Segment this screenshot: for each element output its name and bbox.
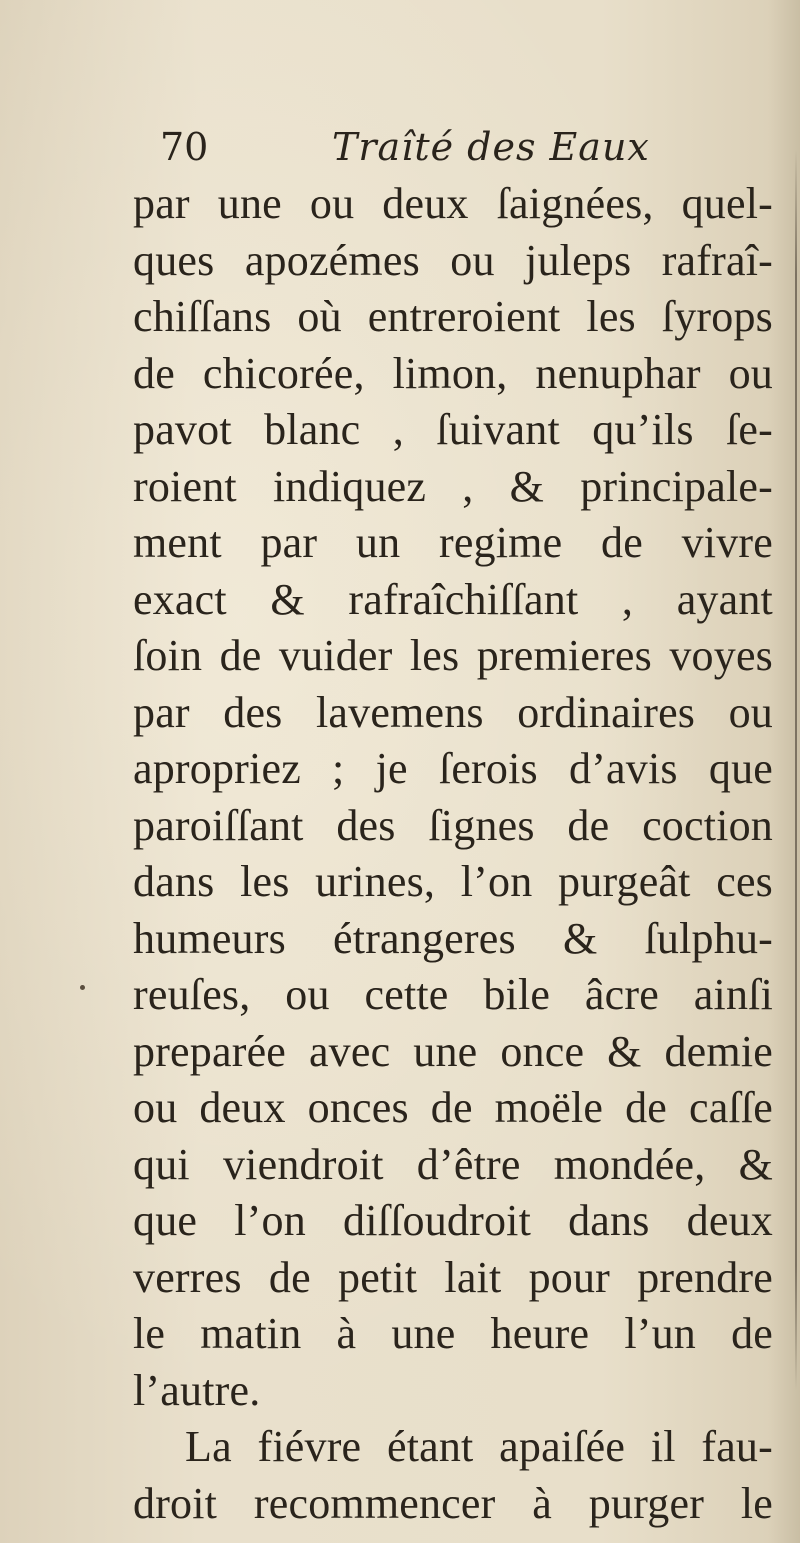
text-line: chiſſans où entreroient les ſyrops <box>133 292 773 341</box>
text-line: paroiſſant des ſignes de coction <box>133 800 773 850</box>
text-line: reuſes, ou cette bile âcre ainſi <box>133 970 773 1019</box>
running-title: Traîté des Eaux <box>332 125 650 169</box>
text-line: ment par un regime de vivre <box>133 518 773 567</box>
text-line: exact & rafraîchiſſant , ayant <box>133 574 773 624</box>
text-line: ques apozémes ou juleps rafraî- <box>133 235 773 285</box>
text-line: pavot blanc , ſuivant qu’ils ſe- <box>133 405 773 454</box>
text-line: ou deux onces de moële de caſſe <box>133 1083 773 1132</box>
text-line-paragraph-end: l’autre. <box>133 1365 261 1415</box>
text-line: roient indiquez , & principale- <box>133 461 773 511</box>
text-line: ſoin de vuider les premieres voyes <box>133 631 773 680</box>
page-edge-shadow <box>795 150 797 1390</box>
text-line: preparée avec une once & demie <box>133 1026 773 1076</box>
text-line: apropriez ; je ſerois d’avis que <box>133 744 773 793</box>
text-line: que l’on diſſoudroit dans deux <box>133 1196 773 1245</box>
text-line: dans les urines, l’on purgeât ces <box>133 857 773 906</box>
text-line: de chicorée, limon, nenuphar ou <box>133 348 773 398</box>
text-line: le matin à une heure l’un de <box>133 1309 773 1358</box>
text-line: par une ou deux ſaignées, quel- <box>133 179 773 228</box>
text-line: verres de petit lait pour prendre <box>133 1252 773 1302</box>
text-line-paragraph-start: La fiévre étant apaiſée il fau- <box>185 1422 773 1471</box>
body-text <box>133 176 773 1532</box>
text-line: humeurs étrangeres & ſulphu- <box>133 913 773 963</box>
text-line: droit recommencer à purger le <box>133 1478 773 1528</box>
text-line: par des lavemens ordinaires ou <box>133 687 773 737</box>
margin-mark <box>80 985 85 990</box>
text-line: qui viendroit d’être mondée, & <box>133 1139 773 1189</box>
page-header <box>160 122 660 172</box>
page-number: 70 <box>160 125 209 169</box>
